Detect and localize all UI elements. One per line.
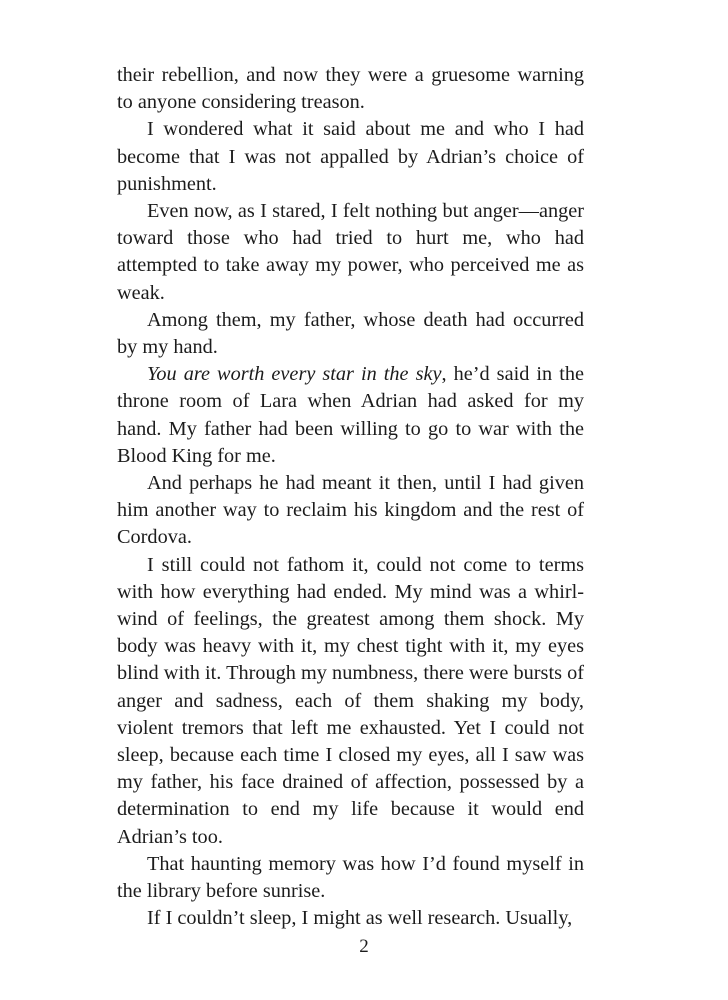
page-number: 2 bbox=[359, 936, 369, 957]
paragraph-3: Even now, as I stared, I felt nothing but anger—anger toward those who had tried to hurt me, who had attempted to take away my power, who perceived me as weak. bbox=[117, 200, 584, 304]
paragraph-4: Among them, my father, whose death had occurred by my hand. bbox=[117, 308, 584, 359]
paragraph-6: And perhaps he had meant it then, until I had given him another way to reclaim his kingdom and the rest of Cordova. bbox=[117, 472, 584, 549]
body-text bbox=[117, 62, 584, 933]
paragraph-9: If I couldn’t sleep, I might as well research. Usually, bbox=[147, 907, 573, 930]
paragraph-8: That haunting memory was how I’d found myself in the library before sunrise. bbox=[117, 852, 584, 903]
paragraph-2: I wondered what it said about me and who I had become that I was not appalled by Adrian’s choice of punishment. bbox=[117, 118, 584, 195]
quoted-phrase: You are worth every star in the sky bbox=[147, 363, 442, 386]
paragraph-1: their rebellion, and now they were a gruesome warning to anyone considering treason. bbox=[117, 64, 584, 114]
paragraph-7: I still could not fathom it, could not come to terms with how everything had ended. My mind was a whirlwind of feelings, the greatest among them shock. My body was heavy with it, my chest tight with it, my eyes blind with it. Through my numbness, there were bursts of anger and sadness, each of them shaking my body, violent tremors that left me exhausted. Yet I could not sleep, because each time I closed my eyes, all I saw was my father, his face drained of affection, possessed by a determination to end my life because it would end Adrian’s too. bbox=[117, 553, 584, 848]
paragraph-5-rest: , he’d said in the throne room of Lara when Adrian had asked for my hand. My father had been willing to go to war with the Blood King for me. bbox=[117, 363, 584, 467]
paragraph-5 bbox=[117, 361, 584, 470]
